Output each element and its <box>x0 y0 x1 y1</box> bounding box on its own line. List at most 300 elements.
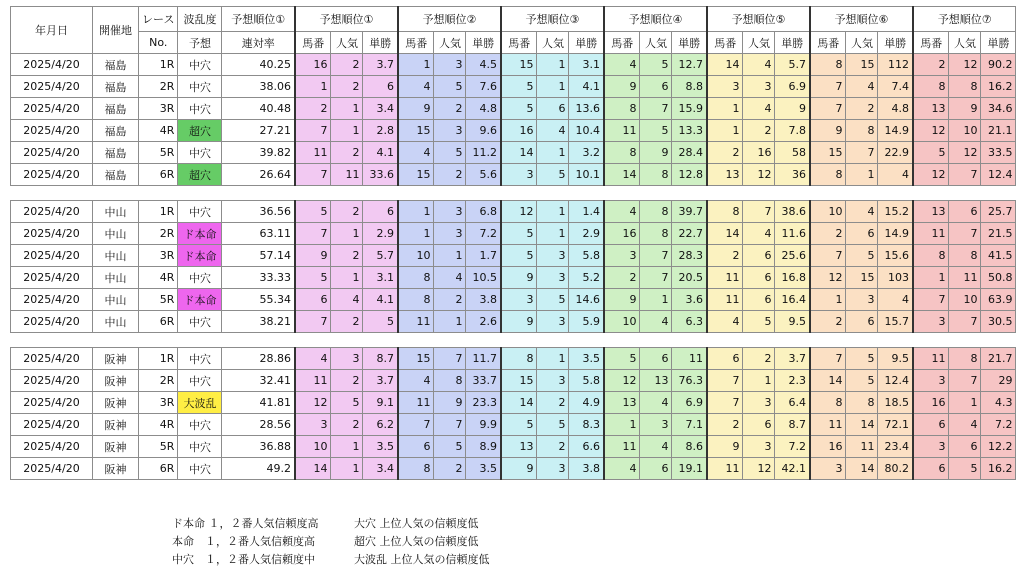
horse-no-cell: 12 <box>604 370 640 392</box>
horse-no-cell: 4 <box>398 142 434 164</box>
horse-no-cell: 4 <box>707 311 743 333</box>
odds-cell: 12.2 <box>981 436 1016 458</box>
venue-cell: 福島 <box>93 98 139 120</box>
horse-no-cell: 8 <box>501 348 537 370</box>
popularity-cell: 8 <box>949 76 981 98</box>
popularity-cell: 5 <box>434 436 466 458</box>
odds-cell: 1.4 <box>569 201 604 223</box>
header-sub-popularity: 人気 <box>846 32 878 54</box>
horse-no-cell: 5 <box>501 414 537 436</box>
odds-cell: 3.5 <box>363 436 398 458</box>
odds-cell: 28.4 <box>672 142 707 164</box>
horse-no-cell: 8 <box>707 201 743 223</box>
horse-no-cell: 11 <box>913 223 949 245</box>
odds-cell: 4.3 <box>981 392 1016 414</box>
popularity-cell: 1 <box>743 370 775 392</box>
horse-no-cell: 2 <box>295 98 331 120</box>
race-cell: 2R <box>139 370 178 392</box>
horse-no-cell: 11 <box>604 120 640 142</box>
odds-cell: 8.7 <box>775 414 810 436</box>
odds-cell: 7.8 <box>775 120 810 142</box>
date-cell: 2025/4/20 <box>11 164 93 186</box>
header-sub-odds: 単勝 <box>775 32 810 54</box>
table-row <box>11 245 1016 267</box>
table-row <box>11 414 1016 436</box>
horse-no-cell: 13 <box>501 436 537 458</box>
popularity-cell: 7 <box>640 245 672 267</box>
rate-cell: 39.82 <box>222 142 295 164</box>
date-cell: 2025/4/20 <box>11 370 93 392</box>
horse-no-cell: 1 <box>604 414 640 436</box>
popularity-cell: 2 <box>434 164 466 186</box>
odds-cell: 5 <box>363 311 398 333</box>
rate-cell: 28.86 <box>222 348 295 370</box>
race-cell: 2R <box>139 76 178 98</box>
popularity-cell: 2 <box>331 370 363 392</box>
odds-cell: 4 <box>878 164 913 186</box>
header-rate: 予想順位① <box>222 7 295 32</box>
table-row <box>11 267 1016 289</box>
header-sub-popularity: 人気 <box>743 32 775 54</box>
popularity-cell: 10 <box>949 289 981 311</box>
header-sub-odds: 単勝 <box>466 32 501 54</box>
odds-cell: 4.1 <box>569 76 604 98</box>
popularity-cell: 2 <box>331 414 363 436</box>
rate-cell: 40.48 <box>222 98 295 120</box>
date-cell: 2025/4/20 <box>11 414 93 436</box>
horse-no-cell: 11 <box>913 348 949 370</box>
rate-cell: 28.56 <box>222 414 295 436</box>
header-sub-odds: 単勝 <box>878 32 913 54</box>
horse-no-cell: 5 <box>295 267 331 289</box>
horse-no-cell: 9 <box>707 436 743 458</box>
popularity-cell: 4 <box>640 392 672 414</box>
rate-cell: 57.14 <box>222 245 295 267</box>
popularity-cell: 1 <box>537 142 569 164</box>
horse-no-cell: 7 <box>810 245 846 267</box>
race-cell: 4R <box>139 267 178 289</box>
popularity-cell: 7 <box>640 267 672 289</box>
horse-no-cell: 1 <box>398 54 434 76</box>
odds-cell: 3.7 <box>363 54 398 76</box>
horse-no-cell: 9 <box>398 98 434 120</box>
popularity-cell: 6 <box>640 348 672 370</box>
odds-cell: 11.7 <box>466 348 501 370</box>
odds-cell: 6.4 <box>775 392 810 414</box>
odds-cell: 3.1 <box>569 54 604 76</box>
horse-no-cell: 9 <box>501 458 537 480</box>
odds-cell: 15.2 <box>878 201 913 223</box>
table-row <box>11 348 1016 370</box>
horse-no-cell: 3 <box>913 436 949 458</box>
odds-cell: 4.8 <box>878 98 913 120</box>
horse-no-cell: 16 <box>501 120 537 142</box>
date-cell: 2025/4/20 <box>11 76 93 98</box>
odds-cell: 22.9 <box>878 142 913 164</box>
horse-no-cell: 16 <box>913 392 949 414</box>
popularity-cell: 7 <box>949 223 981 245</box>
level-cell: 中穴 <box>178 414 222 436</box>
horse-no-cell: 5 <box>295 201 331 223</box>
legend <box>172 515 490 569</box>
popularity-cell: 8 <box>949 348 981 370</box>
horse-no-cell: 1 <box>913 267 949 289</box>
race-cell: 3R <box>139 98 178 120</box>
header-sub-popularity: 人気 <box>537 32 569 54</box>
table-row <box>11 120 1016 142</box>
header-sub-horse-no: 馬番 <box>810 32 846 54</box>
level-cell: 超穴 <box>178 120 222 142</box>
odds-cell: 21.5 <box>981 223 1016 245</box>
level-cell: 中穴 <box>178 348 222 370</box>
rate-cell: 38.21 <box>222 311 295 333</box>
horse-no-cell: 11 <box>604 436 640 458</box>
odds-cell: 5.2 <box>569 267 604 289</box>
rate-cell: 38.06 <box>222 76 295 98</box>
horse-no-cell: 13 <box>604 392 640 414</box>
popularity-cell: 1 <box>537 201 569 223</box>
popularity-cell: 10 <box>949 120 981 142</box>
horse-no-cell: 7 <box>810 348 846 370</box>
popularity-cell: 4 <box>846 201 878 223</box>
horse-no-cell: 11 <box>707 289 743 311</box>
odds-cell: 2.9 <box>363 223 398 245</box>
date-cell: 2025/4/20 <box>11 223 93 245</box>
odds-cell: 4.1 <box>363 289 398 311</box>
venue-cell: 阪神 <box>93 348 139 370</box>
odds-cell: 19.1 <box>672 458 707 480</box>
header-venue: 開催地 <box>93 7 139 54</box>
header-race-no: No. <box>139 32 178 54</box>
horse-no-cell: 14 <box>707 54 743 76</box>
header-rank-6: 予想順位⑥ <box>810 7 913 32</box>
race-cell: 5R <box>139 142 178 164</box>
table-row <box>11 201 1016 223</box>
horse-no-cell: 3 <box>707 76 743 98</box>
header-rank-7: 予想順位⑦ <box>913 7 1016 32</box>
popularity-cell: 2 <box>434 98 466 120</box>
popularity-cell: 9 <box>949 98 981 120</box>
popularity-cell: 11 <box>331 164 363 186</box>
popularity-cell: 5 <box>537 289 569 311</box>
popularity-cell: 5 <box>537 164 569 186</box>
header-sub-horse-no: 馬番 <box>501 32 537 54</box>
popularity-cell: 1 <box>331 458 363 480</box>
header-sub-popularity: 人気 <box>434 32 466 54</box>
odds-cell: 3.8 <box>569 458 604 480</box>
odds-cell: 5.9 <box>569 311 604 333</box>
popularity-cell: 6 <box>949 201 981 223</box>
popularity-cell: 6 <box>949 436 981 458</box>
odds-cell: 9.9 <box>466 414 501 436</box>
horse-no-cell: 1 <box>398 223 434 245</box>
legend-right: 超穴 上位人気の信頼度低 <box>354 535 479 548</box>
popularity-cell: 4 <box>846 76 878 98</box>
header-sub-horse-no: 馬番 <box>707 32 743 54</box>
header-rate-sub: 連対率 <box>222 32 295 54</box>
horse-no-cell: 15 <box>398 120 434 142</box>
odds-cell: 6.2 <box>363 414 398 436</box>
popularity-cell: 14 <box>846 458 878 480</box>
horse-no-cell: 4 <box>604 54 640 76</box>
popularity-cell: 7 <box>434 414 466 436</box>
legend-right: 大穴 上位人気の信頼度低 <box>354 517 479 530</box>
level-cell: 中穴 <box>178 458 222 480</box>
odds-cell: 4 <box>878 289 913 311</box>
popularity-cell: 3 <box>434 120 466 142</box>
popularity-cell: 2 <box>331 54 363 76</box>
odds-cell: 6 <box>363 201 398 223</box>
level-cell: 中穴 <box>178 54 222 76</box>
level-cell: 大波乱 <box>178 392 222 414</box>
popularity-cell: 3 <box>434 54 466 76</box>
popularity-cell: 5 <box>640 54 672 76</box>
odds-cell: 4.5 <box>466 54 501 76</box>
horse-no-cell: 2 <box>707 142 743 164</box>
horse-no-cell: 11 <box>810 414 846 436</box>
popularity-cell: 2 <box>434 458 466 480</box>
odds-cell: 33.6 <box>363 164 398 186</box>
popularity-cell: 12 <box>743 458 775 480</box>
odds-cell: 3.5 <box>569 348 604 370</box>
odds-cell: 7.2 <box>775 436 810 458</box>
popularity-cell: 8 <box>949 245 981 267</box>
rate-cell: 49.2 <box>222 458 295 480</box>
popularity-cell: 1 <box>640 289 672 311</box>
venue-cell: 阪神 <box>93 436 139 458</box>
level-cell: 中穴 <box>178 98 222 120</box>
popularity-cell: 7 <box>640 98 672 120</box>
horse-no-cell: 1 <box>398 201 434 223</box>
popularity-cell: 8 <box>846 120 878 142</box>
popularity-cell: 3 <box>537 370 569 392</box>
popularity-cell: 1 <box>331 267 363 289</box>
odds-cell: 5.8 <box>569 370 604 392</box>
horse-no-cell: 10 <box>295 436 331 458</box>
horse-no-cell: 8 <box>398 289 434 311</box>
popularity-cell: 6 <box>640 76 672 98</box>
popularity-cell: 5 <box>846 348 878 370</box>
popularity-cell: 5 <box>743 311 775 333</box>
venue-cell: 阪神 <box>93 414 139 436</box>
venue-cell: 中山 <box>93 311 139 333</box>
group-gap <box>11 186 1016 201</box>
popularity-cell: 2 <box>331 311 363 333</box>
popularity-cell: 1 <box>331 436 363 458</box>
popularity-cell: 7 <box>949 311 981 333</box>
horse-no-cell: 3 <box>295 414 331 436</box>
odds-cell: 6.6 <box>569 436 604 458</box>
horse-no-cell: 2 <box>707 414 743 436</box>
horse-no-cell: 3 <box>913 370 949 392</box>
level-cell: 中穴 <box>178 311 222 333</box>
venue-cell: 福島 <box>93 142 139 164</box>
header-rank-4: 予想順位④ <box>604 7 707 32</box>
level-cell: 中穴 <box>178 267 222 289</box>
horse-no-cell: 2 <box>913 54 949 76</box>
horse-no-cell: 3 <box>501 164 537 186</box>
horse-no-cell: 7 <box>707 392 743 414</box>
header-level-sub: 予想 <box>178 32 222 54</box>
odds-cell: 18.5 <box>878 392 913 414</box>
odds-cell: 3.2 <box>569 142 604 164</box>
rate-cell: 36.88 <box>222 436 295 458</box>
venue-cell: 阪神 <box>93 458 139 480</box>
popularity-cell: 2 <box>331 245 363 267</box>
date-cell: 2025/4/20 <box>11 311 93 333</box>
popularity-cell: 6 <box>846 311 878 333</box>
date-cell: 2025/4/20 <box>11 120 93 142</box>
table-row <box>11 164 1016 186</box>
popularity-cell: 5 <box>434 142 466 164</box>
odds-cell: 13.3 <box>672 120 707 142</box>
odds-cell: 11.6 <box>775 223 810 245</box>
horse-no-cell: 14 <box>501 392 537 414</box>
odds-cell: 9.5 <box>775 311 810 333</box>
header-level: 波乱度 <box>178 7 222 32</box>
odds-cell: 3.7 <box>363 370 398 392</box>
popularity-cell: 9 <box>434 392 466 414</box>
horse-no-cell: 8 <box>604 142 640 164</box>
popularity-cell: 3 <box>743 76 775 98</box>
odds-cell: 80.2 <box>878 458 913 480</box>
date-cell: 2025/4/20 <box>11 392 93 414</box>
venue-cell: 中山 <box>93 223 139 245</box>
popularity-cell: 5 <box>949 458 981 480</box>
popularity-cell: 2 <box>331 142 363 164</box>
prediction-table-container <box>10 6 1016 480</box>
popularity-cell: 2 <box>331 201 363 223</box>
venue-cell: 中山 <box>93 201 139 223</box>
popularity-cell: 9 <box>640 142 672 164</box>
legend-row <box>172 551 490 569</box>
odds-cell: 9.6 <box>466 120 501 142</box>
odds-cell: 2.3 <box>775 370 810 392</box>
odds-cell: 112 <box>878 54 913 76</box>
popularity-cell: 1 <box>434 311 466 333</box>
odds-cell: 4.8 <box>466 98 501 120</box>
header-sub-odds: 単勝 <box>672 32 707 54</box>
odds-cell: 6.9 <box>775 76 810 98</box>
level-cell: ド本命 <box>178 289 222 311</box>
horse-no-cell: 12 <box>913 120 949 142</box>
odds-cell: 4.1 <box>363 142 398 164</box>
popularity-cell: 5 <box>537 414 569 436</box>
odds-cell: 3.6 <box>672 289 707 311</box>
odds-cell: 12.4 <box>878 370 913 392</box>
horse-no-cell: 12 <box>501 201 537 223</box>
horse-no-cell: 6 <box>913 458 949 480</box>
horse-no-cell: 10 <box>398 245 434 267</box>
popularity-cell: 2 <box>434 289 466 311</box>
popularity-cell: 2 <box>743 348 775 370</box>
odds-cell: 25.7 <box>981 201 1016 223</box>
popularity-cell: 4 <box>743 98 775 120</box>
horse-no-cell: 4 <box>604 201 640 223</box>
odds-cell: 33.5 <box>981 142 1016 164</box>
odds-cell: 3.5 <box>466 458 501 480</box>
legend-left: 中穴 １，２番人気信頼度中 <box>172 553 315 566</box>
odds-cell: 3.1 <box>363 267 398 289</box>
odds-cell: 8.7 <box>363 348 398 370</box>
horse-no-cell: 5 <box>501 98 537 120</box>
horse-no-cell: 11 <box>295 142 331 164</box>
horse-no-cell: 2 <box>810 311 846 333</box>
popularity-cell: 3 <box>743 436 775 458</box>
odds-cell: 6.9 <box>672 392 707 414</box>
horse-no-cell: 9 <box>501 267 537 289</box>
odds-cell: 16.2 <box>981 76 1016 98</box>
horse-no-cell: 14 <box>604 164 640 186</box>
venue-cell: 中山 <box>93 267 139 289</box>
horse-no-cell: 15 <box>501 370 537 392</box>
popularity-cell: 4 <box>949 414 981 436</box>
horse-no-cell: 7 <box>295 223 331 245</box>
popularity-cell: 4 <box>743 54 775 76</box>
horse-no-cell: 8 <box>913 245 949 267</box>
horse-no-cell: 8 <box>810 392 846 414</box>
level-cell: ド本命 <box>178 223 222 245</box>
odds-cell: 58 <box>775 142 810 164</box>
rate-cell: 55.34 <box>222 289 295 311</box>
horse-no-cell: 12 <box>810 267 846 289</box>
header-sub-odds: 単勝 <box>981 32 1016 54</box>
horse-no-cell: 11 <box>707 458 743 480</box>
odds-cell: 7.2 <box>466 223 501 245</box>
odds-cell: 8.6 <box>672 436 707 458</box>
odds-cell: 21.1 <box>981 120 1016 142</box>
horse-no-cell: 2 <box>810 223 846 245</box>
popularity-cell: 11 <box>846 436 878 458</box>
odds-cell: 34.6 <box>981 98 1016 120</box>
odds-cell: 23.4 <box>878 436 913 458</box>
popularity-cell: 3 <box>537 245 569 267</box>
odds-cell: 14.6 <box>569 289 604 311</box>
spacer <box>11 186 1016 201</box>
group-gap <box>11 333 1016 348</box>
odds-cell: 50.8 <box>981 267 1016 289</box>
legend-left: ド本命 １，２番人気信頼度高 <box>172 517 319 530</box>
horse-no-cell: 10 <box>810 201 846 223</box>
date-cell: 2025/4/20 <box>11 142 93 164</box>
popularity-cell: 3 <box>537 267 569 289</box>
odds-cell: 3.4 <box>363 98 398 120</box>
horse-no-cell: 5 <box>501 223 537 245</box>
horse-no-cell: 7 <box>398 414 434 436</box>
horse-no-cell: 7 <box>295 120 331 142</box>
popularity-cell: 4 <box>640 436 672 458</box>
header-sub-popularity: 人気 <box>640 32 672 54</box>
rate-cell: 27.21 <box>222 120 295 142</box>
table-row <box>11 392 1016 414</box>
popularity-cell: 3 <box>846 289 878 311</box>
header-sub-horse-no: 馬番 <box>398 32 434 54</box>
odds-cell: 72.1 <box>878 414 913 436</box>
popularity-cell: 4 <box>331 289 363 311</box>
popularity-cell: 8 <box>434 370 466 392</box>
horse-no-cell: 15 <box>810 142 846 164</box>
popularity-cell: 5 <box>640 120 672 142</box>
rate-cell: 63.11 <box>222 223 295 245</box>
horse-no-cell: 5 <box>604 348 640 370</box>
odds-cell: 42.1 <box>775 458 810 480</box>
legend-row <box>172 533 490 551</box>
date-cell: 2025/4/20 <box>11 54 93 76</box>
venue-cell: 福島 <box>93 120 139 142</box>
odds-cell: 16.8 <box>775 267 810 289</box>
odds-cell: 8.9 <box>466 436 501 458</box>
popularity-cell: 11 <box>949 267 981 289</box>
